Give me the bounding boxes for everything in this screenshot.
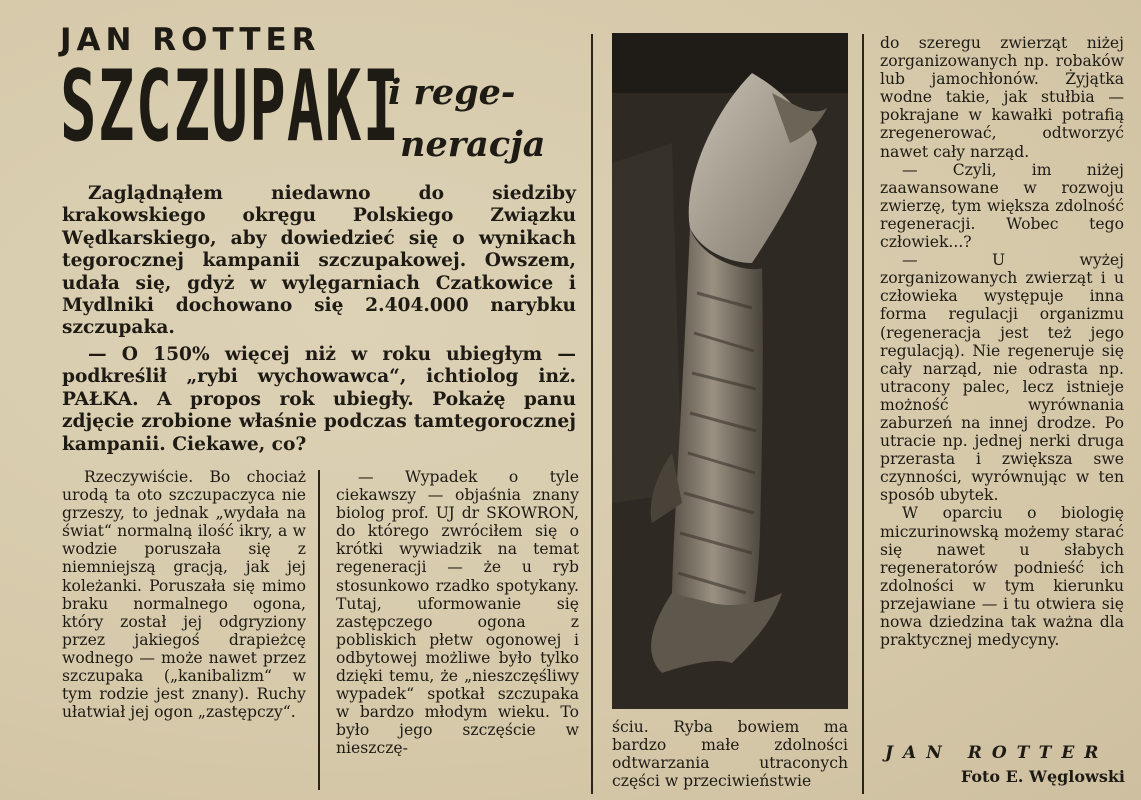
author-heading: JAN ROTTER [60, 22, 321, 58]
photo-caption-text [612, 718, 848, 790]
article-title: SZCZUPAKI [60, 50, 401, 164]
column-paragraph: — Wypadek o tyle ciekawszy — objaśnia znany biolog prof. UJ dr SKOWRON, do którego zwróciłem się o krótki wywiadzik na temat regeneracji — że u ryb stosunkowo rzadko spotykany. Tutaj, uformowanie się zastępczego ogona z pobliskich płetw ogonowej i odbytowej możliwe było tylko dzięki temu, że „nieszczęśliwy wypadek“ spotkał szczupaka w bardzo młodym wieku. To było jego szczęście w nieszczę- [336, 468, 579, 758]
pike-illustration [612, 33, 848, 709]
article-subtitle-line-2: neracja [400, 124, 546, 165]
text-column-right [880, 34, 1124, 649]
pike-photo [612, 33, 848, 709]
lead-paragraph-2: — O 150% więcej niż w roku ubiegłym — podkreślił „rybi wychowawca“, ichtiolog inż. PAŁKA. A propos rok ubiegły. Pokażę panu zdjęcie zrobione właśnie podczas tamtegorocznej kampanii. Ciekawe, co? [62, 344, 576, 455]
photo-credit: Foto E. Węglowski [960, 767, 1125, 786]
article-subtitle-line-1: i rege- [388, 72, 516, 113]
column-paragraph: ściu. Ryba bowiem ma bardzo małe zdolności odtwarzania utraconych części w przeciwieństwie [612, 718, 848, 791]
text-column-left [62, 468, 306, 721]
column-paragraph: W oparciu o biologię miczurinowską możemy starać się nawet u słabych regeneratorów podnieść ich zdolności w tym kierunku przejawiane — i tu otwiera się nowa dziedzina tak ważna dla praktycznej medycyny. [880, 504, 1124, 650]
author-byline: JAN ROTTER [885, 743, 1109, 763]
column-paragraph: Rzeczywiście. Bo chociaż urodą ta oto szczupaczyca nie grzeszy, to jednak „wydała na świat“ normalną ilość ikry, a w wodzie poruszała się z niemniejszą gracją, jak jej koleżanki. Poruszała się mimo braku normalnego ogona, który został jej odgryziony przez jakiegoś drapieżcę wodnego — może nawet przez szczupaka („kanibalizm“ w tym rodzie jest znany). Ruchy ułatwiał jej ogon „zastępczy“. [62, 468, 306, 722]
column-divider [591, 34, 593, 794]
lead-paragraph-1: Zaglądnąłem niedawno do siedziby krakowskiego okręgu Polskiego Związku Wędkarskiego, aby dowiedzieć się o wynikach tegorocznej kampanii szczupakowej. Owszem, udała się, gdyż w wylęgarniach Czatkowice i Mydlniki dochowano się 2.404.000 narybku szczupaka. [62, 183, 576, 339]
column-divider [862, 34, 864, 794]
column-divider [318, 470, 320, 790]
column-paragraph: — Czyli, im niżej zaawansowane w rozwoju zwierzę, tym większa zdolność regeneracji. Wobec tego człowiek...? [880, 160, 1124, 252]
column-paragraph: — U wyżej zorganizowanych zwierząt i u człowieka występuje inna forma regulacji organizmu (regeneracja jest też jego regulacją). Nie regeneruje się cały narząd, nie odrasta np. utracony palec, lecz istnieje możność wyrównania zaburzeń na innej drodze. Po utracie np. jednej nerki druga przerasta i zwiększa swe czynności, wyrównując w ten sposób ubytek. [880, 251, 1124, 505]
column-paragraph: do szeregu zwierząt niżej zorganizowanych np. robaków lub jamochłonów. Żyjątka wodne takie, jak stułbia — pokrajane w kawałki potrafią zregenerować, odtworzyć nawet cały narząd. [880, 34, 1124, 161]
text-column-middle [336, 468, 579, 758]
